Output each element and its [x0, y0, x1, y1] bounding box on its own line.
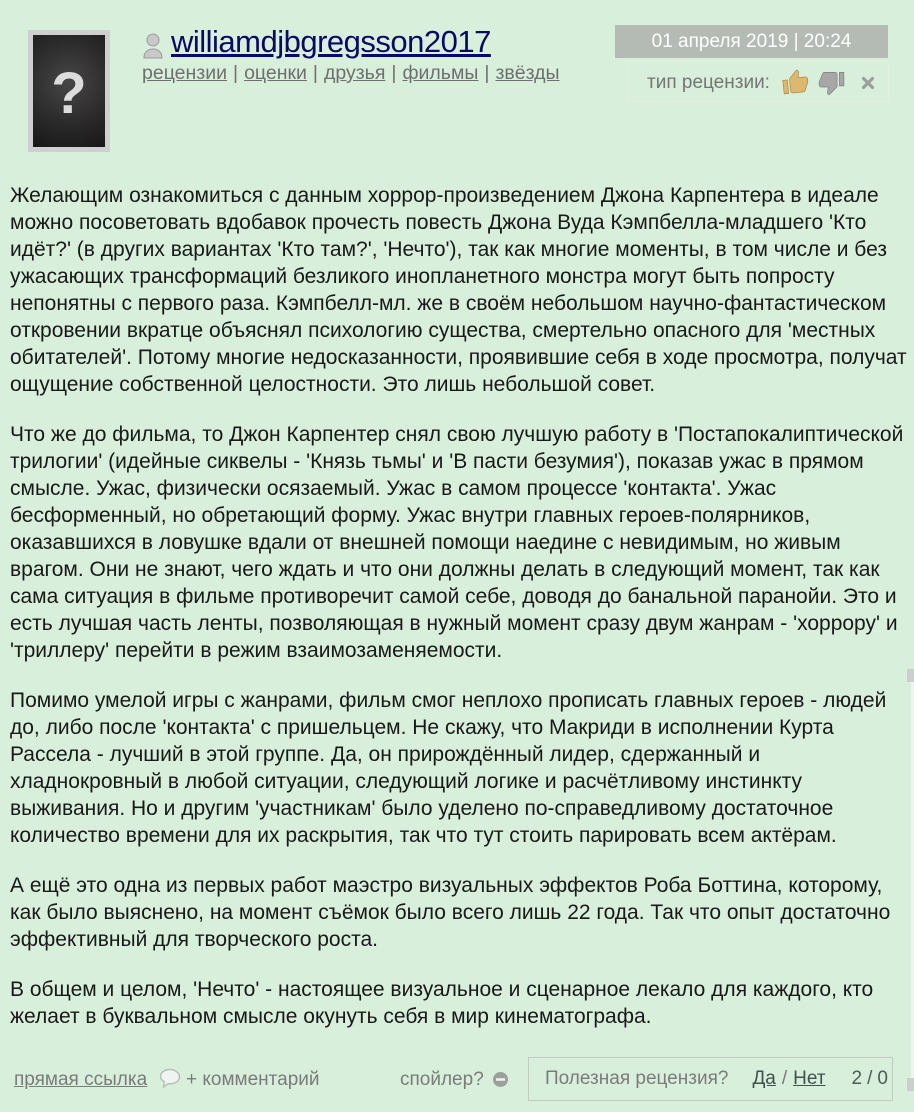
close-icon[interactable] [861, 76, 875, 90]
useful-review-box [528, 1057, 893, 1101]
yes-vote-count: 2 [851, 1068, 863, 1089]
review-paragraph: А ещё это одна из первых работ маэстро визуальных эффектов Роба Боттина, которому, как было выяснено, на момент съёмок было всего лишь 22 года. Так что опыт достаточно эффективный для творческого роста. [10, 874, 891, 951]
review-paragraph: Желающим ознакомиться с данным хоррор-произведением Джона Карпентера в идеале можно посоветовать вдобавок прочесть повесть Джона Вуда Кэмпбелла-младшего 'Кто идёт?' (в других вариантах 'Кто там?', 'Нечто'), так как многие моменты, в том числе и без ужасающих трансформаций безликого инопланетного монстра могут быть попросту непонятны с первого раза. Кэмпбелл-мл. же в своём небольшом научно-фантастическом откровении вкратце объяснял психологию существа, смертельно опасного для 'местных обитателей'. Потому многие недосказанности, проявившие себя в ходе просмотра, получат ощущение собственной целостности. Это лишь небольшой совет. [10, 184, 907, 396]
nav-separator: | [232, 62, 239, 84]
user-icon [141, 32, 165, 60]
nav-link-films[interactable]: фильмы [402, 62, 479, 84]
scrollbar-notch-top[interactable] [907, 669, 914, 682]
spoiler-label: спойлер? [400, 1069, 484, 1090]
vote-no-link[interactable]: Нет [793, 1068, 826, 1089]
direct-link[interactable]: прямая ссылка [14, 1069, 148, 1090]
useful-review-question: Полезная рецензия? [545, 1068, 729, 1089]
review-type-box [627, 63, 889, 102]
vote-yes-link[interactable]: Да [752, 1068, 776, 1089]
user-nav [142, 62, 560, 85]
scrollbar-notch-bottom[interactable] [907, 1078, 914, 1091]
vote-count-separator: / [867, 1068, 873, 1089]
vote-counts [852, 1068, 888, 1090]
user-avatar[interactable] [28, 30, 110, 152]
thumb-down-icon[interactable] [818, 69, 845, 96]
thumb-up-icon[interactable] [781, 68, 811, 98]
review-type-label: тип рецензии: [647, 71, 770, 93]
spoiler-toggle-icon[interactable] [492, 1071, 509, 1093]
review-paragraph: Что же до фильма, то Джон Карпентер снял свою лучшую работу в 'Постапокалиптической трилогии' (идейные сиквелы - 'Князь тьмы' и 'В пасти безумия'), показав ужас в прямом смысле. Ужас, физически осязаемый. Ужас в самом процессе 'контакта'. Ужас бесформенный, но обретающий форму. Ужас внутри главных героев-полярников, оказавшихся в ловушке вдали от внешней помощи наедине с невидимым, но живым врагом. Они не знают, чего ждать и что они должны делать в следующий момент, так как сама ситуация в фильме противоречит самой себе, доводя до банальной паранойи. Это и есть лучшая часть ленты, позволяющая в нужный момент сразу двум жанрам - 'хоррору' и 'триллеру' перейти в режим взаимозаменяемости. [10, 423, 904, 662]
review-paragraph: Помимо умелой игры с жанрами, фильм смог неплохо прописать главных героев - людей до, либо после 'контакта' с пришельцем. Не скажу, что Макриди в исполнении Курта Рассела - лучший в этой группе. Да, он прирождённый лидер, сдержанный и хладнокровный в любой ситуации, следующий логике и расчётливому инстинкту выживания. Но и другим 'участникам' было уделено по-справедливому достаточное количество времени для их раскрытия, так что тут стоить парировать всем актёрам. [10, 689, 887, 847]
nav-separator: | [312, 62, 318, 84]
review-date-badge: 01 апреля 2019 | 20:24 [615, 25, 888, 58]
nav-link-friends[interactable]: друзья [323, 62, 386, 84]
useful-vote-controls [752, 1068, 825, 1090]
nav-link-reviews[interactable]: рецензии [142, 62, 227, 84]
review-paragraph: В общем и целом, 'Нечто' - настоящее визуальное и сценарное лекало для каждого, кто желает в буквальном смысле окунуть себя в мир кинематографа. [10, 978, 874, 1028]
review-text [10, 182, 908, 1050]
add-comment-link[interactable]: + комментарий [186, 1069, 320, 1090]
nav-separator: | [484, 62, 490, 84]
nav-separator: | [391, 62, 397, 84]
comment-bubble-icon[interactable] [159, 1068, 181, 1094]
yes-no-separator: / [781, 1068, 788, 1089]
nav-link-ratings[interactable]: оценки [244, 62, 307, 84]
username-link[interactable]: williamdjbgregsson2017 [171, 24, 491, 59]
no-vote-count: 0 [877, 1068, 888, 1089]
nav-link-stars[interactable]: звёзды [495, 62, 560, 84]
avatar-placeholder-question-mark: ? [51, 60, 87, 126]
